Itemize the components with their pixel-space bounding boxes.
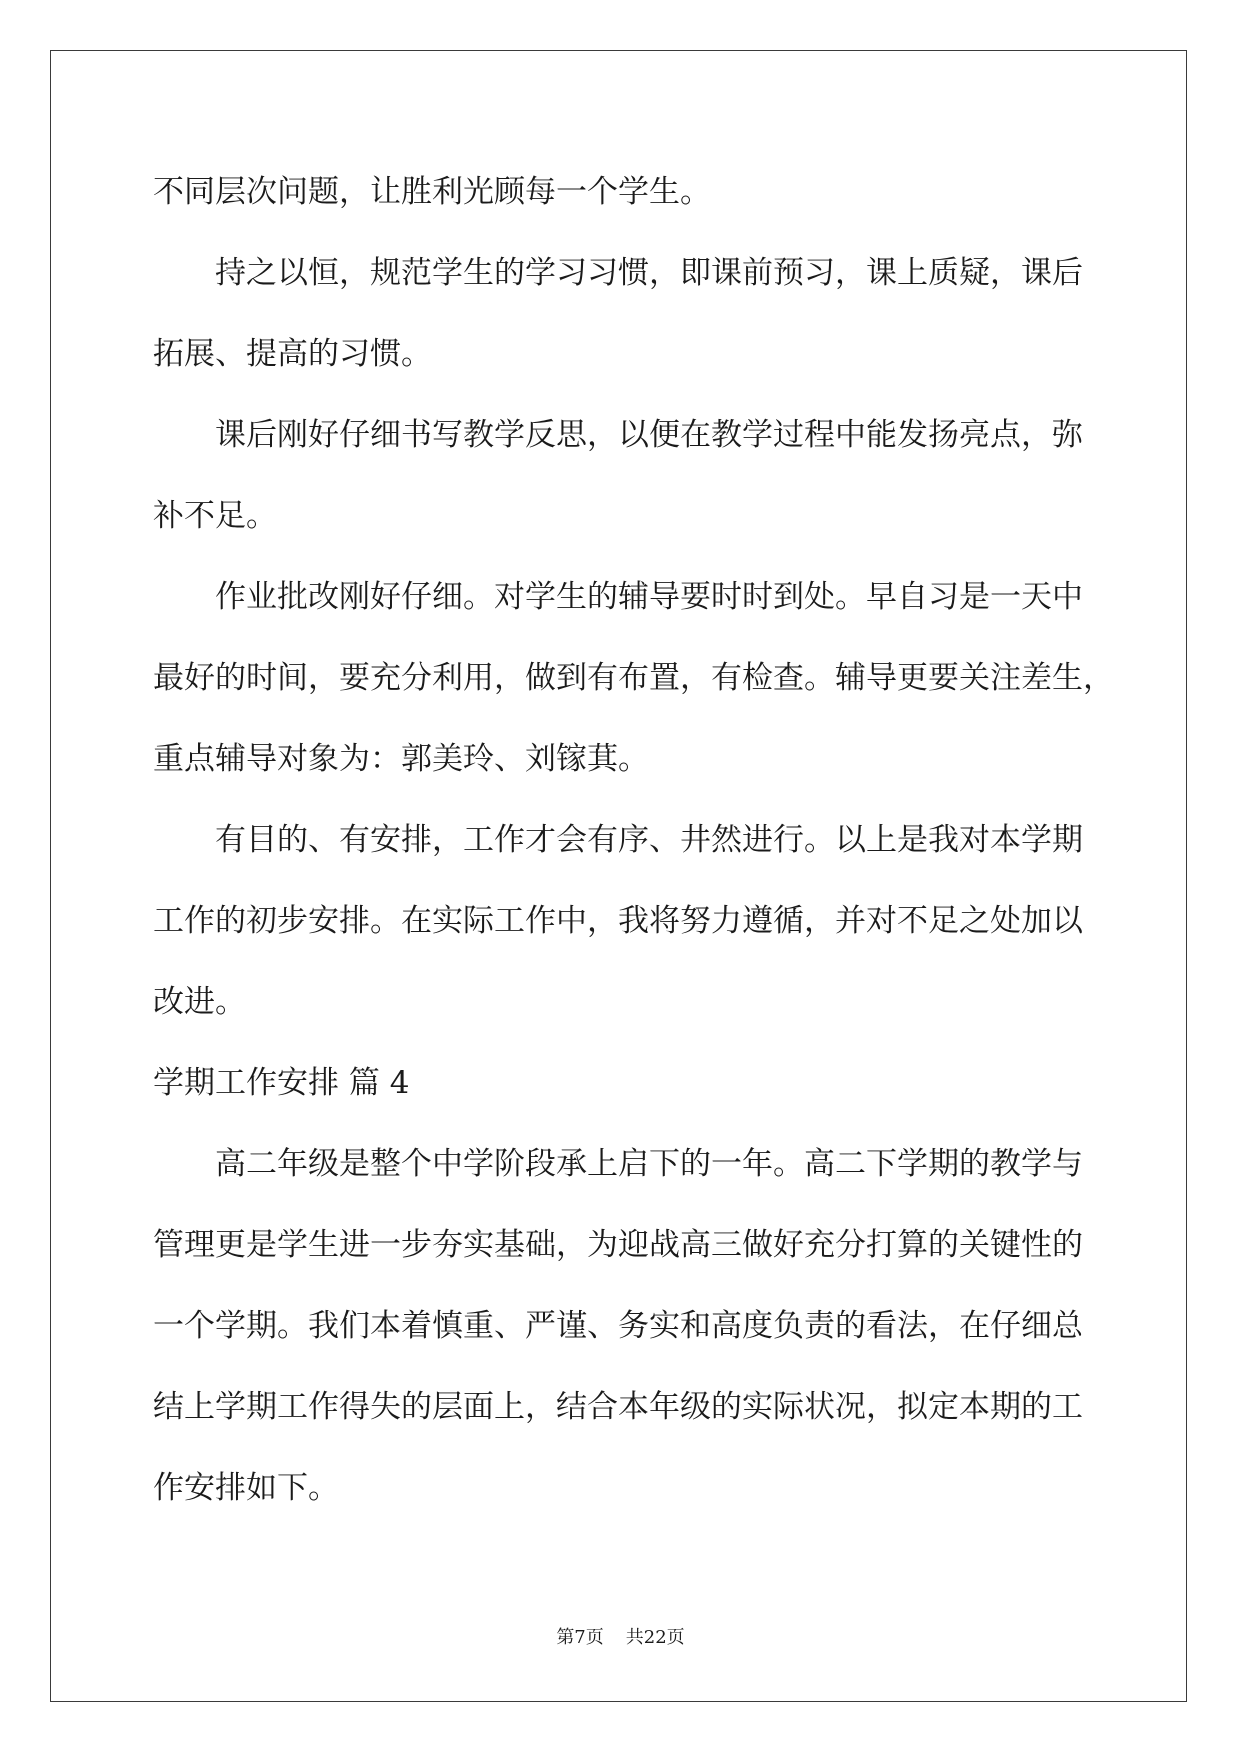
paragraph-homework — [153, 557, 1173, 800]
paragraph-line: 工作的初步安排。在实际工作中，我将努力遵循，并对不足之处加以 — [153, 903, 1083, 939]
paragraph-line: 最好的时间，要充分利用，做到有布置，有检查。辅导更要关注差生， — [153, 660, 1114, 696]
continued-paragraph-line: 不同层次问题，让胜利光顾每一个学生。 — [153, 174, 711, 210]
paragraph-line: 重点辅导对象为：郭美玲、刘镓萁。 — [153, 741, 649, 777]
paragraph-line: 课后刚好仔细书写教学反思，以便在教学过程中能发扬亮点，弥 — [215, 417, 1083, 453]
paragraph-line: 补不足。 — [153, 498, 277, 534]
paragraph-reflection — [153, 395, 1173, 557]
paragraph-line: 拓展、提高的习惯。 — [153, 336, 432, 372]
paragraph-line: 作安排如下。 — [153, 1470, 339, 1506]
page-total: 共22页 — [625, 1627, 685, 1648]
paragraph-line: 一个学期。我们本着慎重、严谨、务实和高度负责的看法，在仔细总 — [153, 1308, 1083, 1344]
section-heading: 学期工作安排 篇 4 — [153, 1065, 410, 1101]
paragraph-summary — [153, 800, 1173, 1043]
paragraph-line: 改进。 — [153, 984, 246, 1020]
paragraph-line: 管理更是学生进一步夯实基础，为迎战高三做好充分打算的关键性的 — [153, 1227, 1083, 1263]
paragraph-habits — [153, 233, 1173, 395]
page-number: 第7页 — [556, 1627, 604, 1648]
paragraph-line: 持之以恒，规范学生的学习习惯，即课前预习，课上质疑，课后 — [215, 255, 1083, 291]
paragraph-grade-two-intro — [153, 1124, 1173, 1529]
paragraph-line: 结上学期工作得失的层面上，结合本年级的实际状况，拟定本期的工 — [153, 1389, 1083, 1425]
document-body — [153, 152, 1173, 1529]
paragraph-line: 作业批改刚好仔细。对学生的辅导要时时到处。早自习是一天中 — [215, 579, 1083, 615]
paragraph-line: 高二年级是整个中学阶段承上启下的一年。高二下学期的教学与 — [215, 1146, 1083, 1182]
paragraph-line: 有目的、有安排，工作才会有序、井然进行。以上是我对本学期 — [215, 822, 1083, 858]
page-footer — [0, 1625, 1241, 1651]
